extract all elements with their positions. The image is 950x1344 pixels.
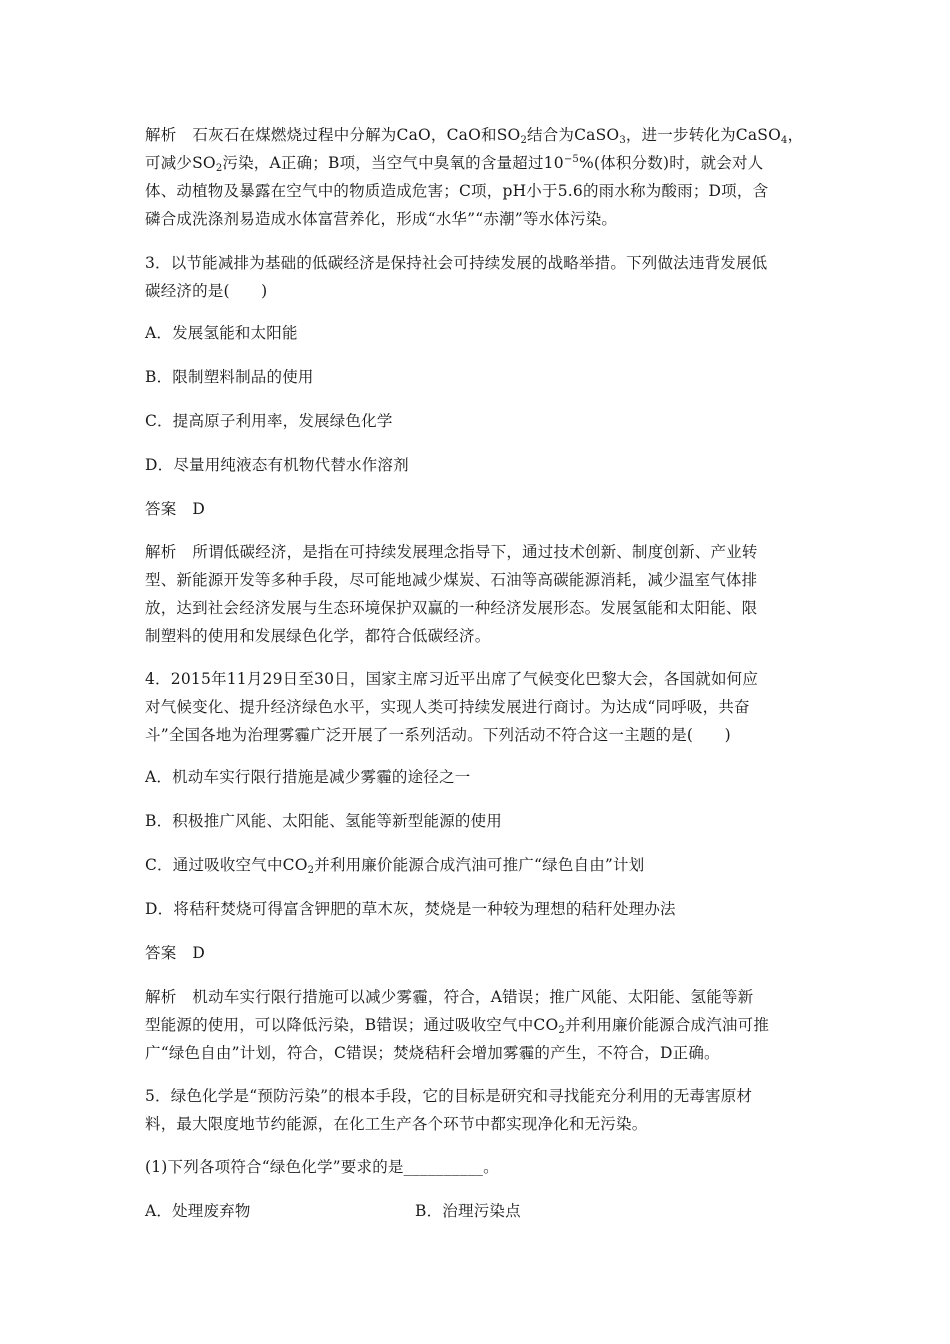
explanation-label: 解析 [145,543,177,561]
answer-value: D [192,500,206,518]
q3-explanation-line-1 [145,541,758,563]
q4-stem-line-3: 斗”全国各地为治理雾霾广泛开展了一系列活动。下列活动不符合这一主题的是( ) [145,726,731,744]
q2-explanation-line-1 [145,124,803,146]
q3-option-d: D．尽量用纯液态有机物代替水作溶剂 [145,456,409,474]
answer-label: 答案 [145,944,177,962]
text-segment: 机动车实行限行措施可以减少雾霾，符合，A错误；推广风能、太阳能、氢能等新 [192,988,754,1006]
q2-explanation-line-3: 体、动植物及暴露在空气中的物质造成危害；C项，pH小于5.6的雨水称为酸雨；D项，含 [145,182,769,200]
q5-stem-line-2: 料，最大限度地节约能源，在化工生产各个环节中都实现净化和无污染。 [145,1115,648,1133]
q3-option-b: B．限制塑料制品的使用 [145,368,314,386]
text-segment: C．通过吸收空气中CO [145,856,308,874]
text-segment: 结合为CaSO [527,126,620,144]
q3-stem-line-2: 碳经济的是( ) [145,282,268,300]
q4-stem-line-2: 对气候变化、提升经济绿色水平，实现人类可持续发展进行商讨。为达成“同呼吸，共奋 [145,698,750,716]
subscript: 3 [619,135,626,146]
text-segment: %(体积分数)时，就会对人 [578,154,764,172]
superscript: −5 [563,154,579,165]
subscript: 4 [781,135,788,146]
text-segment: 并利用廉价能源合成汽油可推广“绿色自由”计划 [314,856,645,874]
subscript: 2 [307,865,315,876]
text-segment: 污染，A正确；B项，当空气中臭氧的含量超过10 [222,154,564,172]
q3-option-a: A．发展氢能和太阳能 [145,324,298,342]
text-segment: 石灰石在煤燃烧过程中分解为CaO，CaO和SO [192,126,521,144]
q4-explanation-line-1 [145,986,753,1008]
q4-option-d: D．将秸秆焚烧可得富含钾肥的草木灰，焚烧是一种较为理想的秸秆处理办法 [145,900,676,918]
explanation-label: 解析 [145,126,177,144]
q3-explanation-line-3: 放，达到社会经济发展与生态环境保护双赢的一种经济发展形态。发展氢能和太阳能、限 [145,599,758,617]
q4-explanation-line-3: 广“绿色自由”计划，符合，C错误；焚烧秸秆会增加雾霾的产生，不符合，D正确。 [145,1044,720,1062]
q5-sub-question-1: (1)下列各项符合“绿色化学”要求的是__________。 [145,1158,499,1176]
text-segment: 可减少SO [145,154,216,172]
q4-option-b: B．积极推广风能、太阳能、氢能等新型能源的使用 [145,812,502,830]
q2-explanation-line-4: 磷合成洗涤剂易造成水体富营养化，形成“水华”“赤潮”等水体污染。 [145,210,618,228]
subscript: 2 [558,1025,565,1036]
q2-explanation-line-2 [145,152,763,174]
q3-stem-line-1: 3．以节能减排为基础的低碳经济是保持社会可持续发展的战略举措。下列做法违背发展低 [145,254,768,272]
q3-option-c: C．提高原子利用率，发展绿色化学 [145,412,393,430]
q4-option-c [145,854,644,876]
answer-label: 答案 [145,500,177,518]
text-segment: 所谓低碳经济，是指在可持续发展理念指导下，通过技术创新、制度创新、产业转 [192,543,758,561]
q4-option-a: A．机动车实行限行措施是减少雾霾的途径之一 [145,768,471,786]
text-segment: ，进一步转化为CaSO [625,126,782,144]
q3-explanation-line-4: 制塑料的使用和发展绿色化学，都符合低碳经济。 [145,627,491,645]
q5-stem-line-1: 5．绿色化学是“预防污染”的根本手段，它的目标是研究和寻找能充分利用的无毒害原材 [145,1087,753,1105]
q3-answer [145,498,205,520]
subscript: 2 [215,163,223,174]
q5-option-a: A．处理废弃物 [145,1202,251,1220]
q4-explanation-line-2 [145,1014,769,1036]
text-segment: ， [787,126,804,144]
q4-stem-line-1: 4．2015年11月29日至30日，国家主席习近平出席了气候变化巴黎大会，各国就如何应 [145,670,759,688]
text-segment: 型能源的使用，可以降低污染，B错误；通过吸收空气中CO [145,1016,559,1034]
explanation-label: 解析 [145,988,177,1006]
q3-explanation-line-2: 型、新能源开发等多种手段，尽可能地减少煤炭、石油等高碳能源消耗，减少温室气体排 [145,571,758,589]
subscript: 2 [520,135,528,146]
q4-answer [145,942,205,964]
answer-value: D [192,944,206,962]
q5-option-b: B．治理污染点 [415,1202,521,1220]
text-segment: 并利用廉价能源合成汽油可推 [564,1016,770,1034]
